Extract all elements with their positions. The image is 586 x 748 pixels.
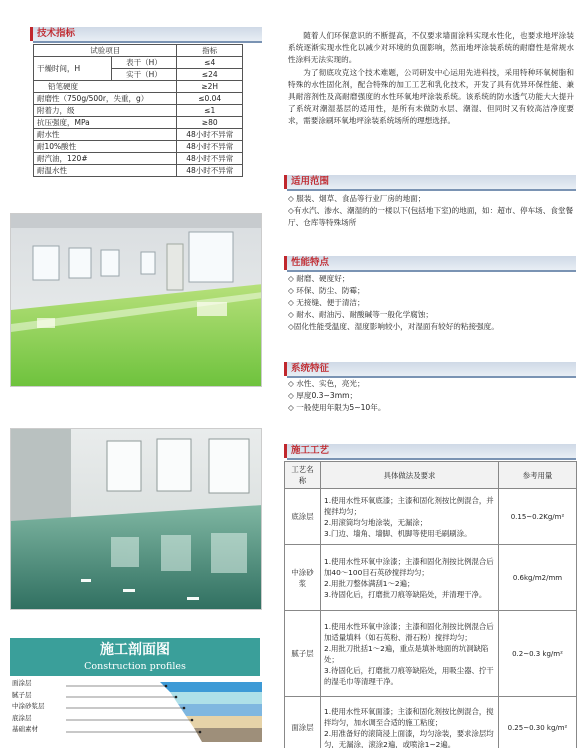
table-row xyxy=(285,462,577,489)
layer-label: 腻子层 xyxy=(12,690,32,699)
tech-value: ≤4 xyxy=(177,57,243,69)
tech-section-header xyxy=(30,27,262,41)
tech-value: 48小时不异常 xyxy=(177,165,243,177)
table-row xyxy=(34,165,243,177)
table-row xyxy=(34,105,243,117)
list-item: ◇ 水性、实色，亮光； xyxy=(288,379,365,388)
layer-labels xyxy=(12,678,45,736)
tech-value: ≥2H xyxy=(177,81,243,93)
list-item: ◇有水汽、渗水、潮湿的的一楼以下(包括地下室)的地面，如：超市、停车场、食堂餐厅、仓库等特殊场所 xyxy=(288,206,574,227)
process-header-underline xyxy=(287,458,576,460)
table-row xyxy=(34,141,243,153)
intro-paragraph: 为了彻底攻克这个技术难题，公司研发中心运用先进科技，采用特种环氧树脂和特殊的水性固化剂，配合特殊的加工工艺和乳化技术，开发了具有优异环保性能、兼具耐溶剂性及高耐磨强度的水性环氧地坪涂装系统。该系统的防水透气功能大大提升了系统对潮湿基层的适用性，是所有未做防水层、潮湿、但同时又有较高洁净度要求，需要涂刷环氧地坪涂装系统场所的理想选择。 xyxy=(288,67,574,126)
layer-label: 中涂砂浆层 xyxy=(12,702,45,710)
list-item: ◇ 无接缝、便于清洁； xyxy=(288,298,365,307)
scope-section-header xyxy=(284,175,576,189)
process-header-name: 工艺名称 xyxy=(285,462,321,489)
table-row xyxy=(285,545,577,611)
layer-label: 底涂层 xyxy=(12,713,32,722)
system-list xyxy=(288,378,574,414)
dry-time-label: 干燥时间，H xyxy=(34,57,112,81)
list-item: ◇固化性能受温度、湿度影响较小，对湿面有较好的粘接强度。 xyxy=(288,322,499,331)
table-row xyxy=(34,57,243,69)
process-usage: 0.6kg/m2/mm xyxy=(499,545,577,611)
table-row xyxy=(34,117,243,129)
tech-item: 铅笔硬度 xyxy=(34,81,177,93)
tech-item: 附着力，级 xyxy=(34,105,177,117)
table-row xyxy=(285,489,577,545)
process-usage: 0.2~0.3 kg/m² xyxy=(499,611,577,697)
system-section-title: 系统特征 xyxy=(291,363,330,374)
tech-item: 抗压强度，MPa xyxy=(34,117,177,129)
profile-title-zh: 施工剖面图 xyxy=(100,642,170,658)
tech-item: 耐磨性（750g/500r，失重，g） xyxy=(34,93,177,105)
construction-profile-title xyxy=(10,638,260,676)
table-row xyxy=(34,45,243,57)
tech-value: ≤24 xyxy=(177,69,243,81)
process-header-desc: 具体做法及要求 xyxy=(321,462,499,489)
tech-item: 耐温水性 xyxy=(34,165,177,177)
features-list xyxy=(288,273,574,333)
list-item: ◇ 服装、烟草、食品等行业厂房的地面； xyxy=(288,194,426,203)
table-row xyxy=(34,93,243,105)
tech-header-value: 指标 xyxy=(177,45,243,57)
list-item: ◇ 一般使用年限为5~10年。 xyxy=(288,403,386,412)
process-desc: 1.使用水性环氧底漆；主漆和固化剂按比例混合，并搅拌均匀； 2.用滚筒均匀地涂装，无漏涂； 3.门边、墙角、墙脚、机脚等使用毛刷刷涂。 xyxy=(321,489,499,545)
list-item: ◇ 耐磨、硬度好； xyxy=(288,274,350,283)
process-usage: 0.25~0.30 kg/m² xyxy=(499,697,577,748)
tech-value: 48小时不异常 xyxy=(177,141,243,153)
table-row xyxy=(34,81,243,93)
green-floor-photo xyxy=(10,213,262,387)
tech-header-underline xyxy=(33,41,262,43)
tech-item: 耐10%酸性 xyxy=(34,141,177,153)
system-section-header xyxy=(284,362,576,376)
process-header-usage: 参考用量 xyxy=(499,462,577,489)
features-section-header xyxy=(284,256,576,270)
intro-text xyxy=(288,30,574,128)
features-section-title: 性能特点 xyxy=(291,257,330,268)
tech-value: 48小时不异常 xyxy=(177,129,243,141)
glossy-floor-photo xyxy=(10,428,262,610)
process-name: 中涂砂浆 xyxy=(285,545,321,611)
list-item: ◇ 耐水、耐油污、耐酸碱等一般化学腐蚀； xyxy=(288,310,433,319)
table-row xyxy=(34,129,243,141)
tech-value: ≥80 xyxy=(177,117,243,129)
process-table xyxy=(284,461,577,748)
table-row xyxy=(285,611,577,697)
scope-header-underline xyxy=(287,189,576,191)
table-row xyxy=(34,153,243,165)
scope-section-title: 适用范围 xyxy=(291,176,330,187)
layer-diagram-graphic xyxy=(10,678,262,744)
tech-value: 48小时不异常 xyxy=(177,153,243,165)
list-item: ◇ 环保、防尘、防霉； xyxy=(288,286,365,295)
list-item: ◇ 厚度0.3~3mm； xyxy=(288,391,358,400)
tech-item: 耐汽油，120# xyxy=(34,153,177,165)
layer-diagram xyxy=(10,678,262,744)
process-desc: 1.使用水性环氧面漆；主漆和固化剂按比例混合，搅拌均匀，加水调至合适的施工粘度； 2.用准备好的滚筒浸上面漆，均匀涂装，要求涂层均匀，无漏涂，滚涂2遍，或喷涂1~2遍。 xyxy=(321,697,499,748)
dry-time-sub: 表干（H） xyxy=(111,57,177,69)
profile-title-en: Construction profiles xyxy=(84,661,186,672)
process-usage: 0.15~0.2Kg/m² xyxy=(499,489,577,545)
process-section-title: 施工工艺 xyxy=(291,445,330,456)
layer-label: 基础素材 xyxy=(12,725,38,733)
features-header-underline xyxy=(287,270,576,272)
tech-value: ≤0.04 xyxy=(177,93,243,105)
process-section-header xyxy=(284,444,576,458)
tech-item: 耐水性 xyxy=(34,129,177,141)
scope-list xyxy=(288,193,574,229)
process-name: 面涂层 xyxy=(285,697,321,748)
tech-header-item: 试验项目 xyxy=(34,45,177,57)
process-desc: 1.使用水性环氧中涂漆；主漆和固化剂按比例混合后加40～100目石英砂搅拌均匀； 2.用批刀整体满刮1～2遍； 3.待固化后，打磨批刀痕等缺陷处，并清理干净。 xyxy=(321,545,499,611)
process-desc: 1.使用水性环氧中涂漆；主漆和固化剂按比例混合后加适量填料（如石英粉、滑石粉）搅拌均匀； 2.用批刀批括1～2遍，重点是填补地面的坑洞缺陷处； 3.待固化后，打磨批刀痕等缺陷处，用吸尘器、拧干的湿毛巾等清理干净。 xyxy=(321,611,499,697)
tech-table xyxy=(33,44,243,177)
process-name: 腻子层 xyxy=(285,611,321,697)
layer-label: 面涂层 xyxy=(12,679,32,687)
process-name: 底涂层 xyxy=(285,489,321,545)
tech-value: ≤1 xyxy=(177,105,243,117)
dry-time-sub: 实干（H） xyxy=(111,69,177,81)
tech-section-title: 技术指标 xyxy=(37,28,76,39)
intro-paragraph: 随着人们环保意识的不断提高，不仅要求墙面涂料实现水性化，也要求地坪涂装系统逐渐实现水性化以减少对环境的负面影响，然而地坪涂装系统的耐磨性是常规水性涂料无法实现的。 xyxy=(288,31,574,65)
table-row xyxy=(285,697,577,748)
